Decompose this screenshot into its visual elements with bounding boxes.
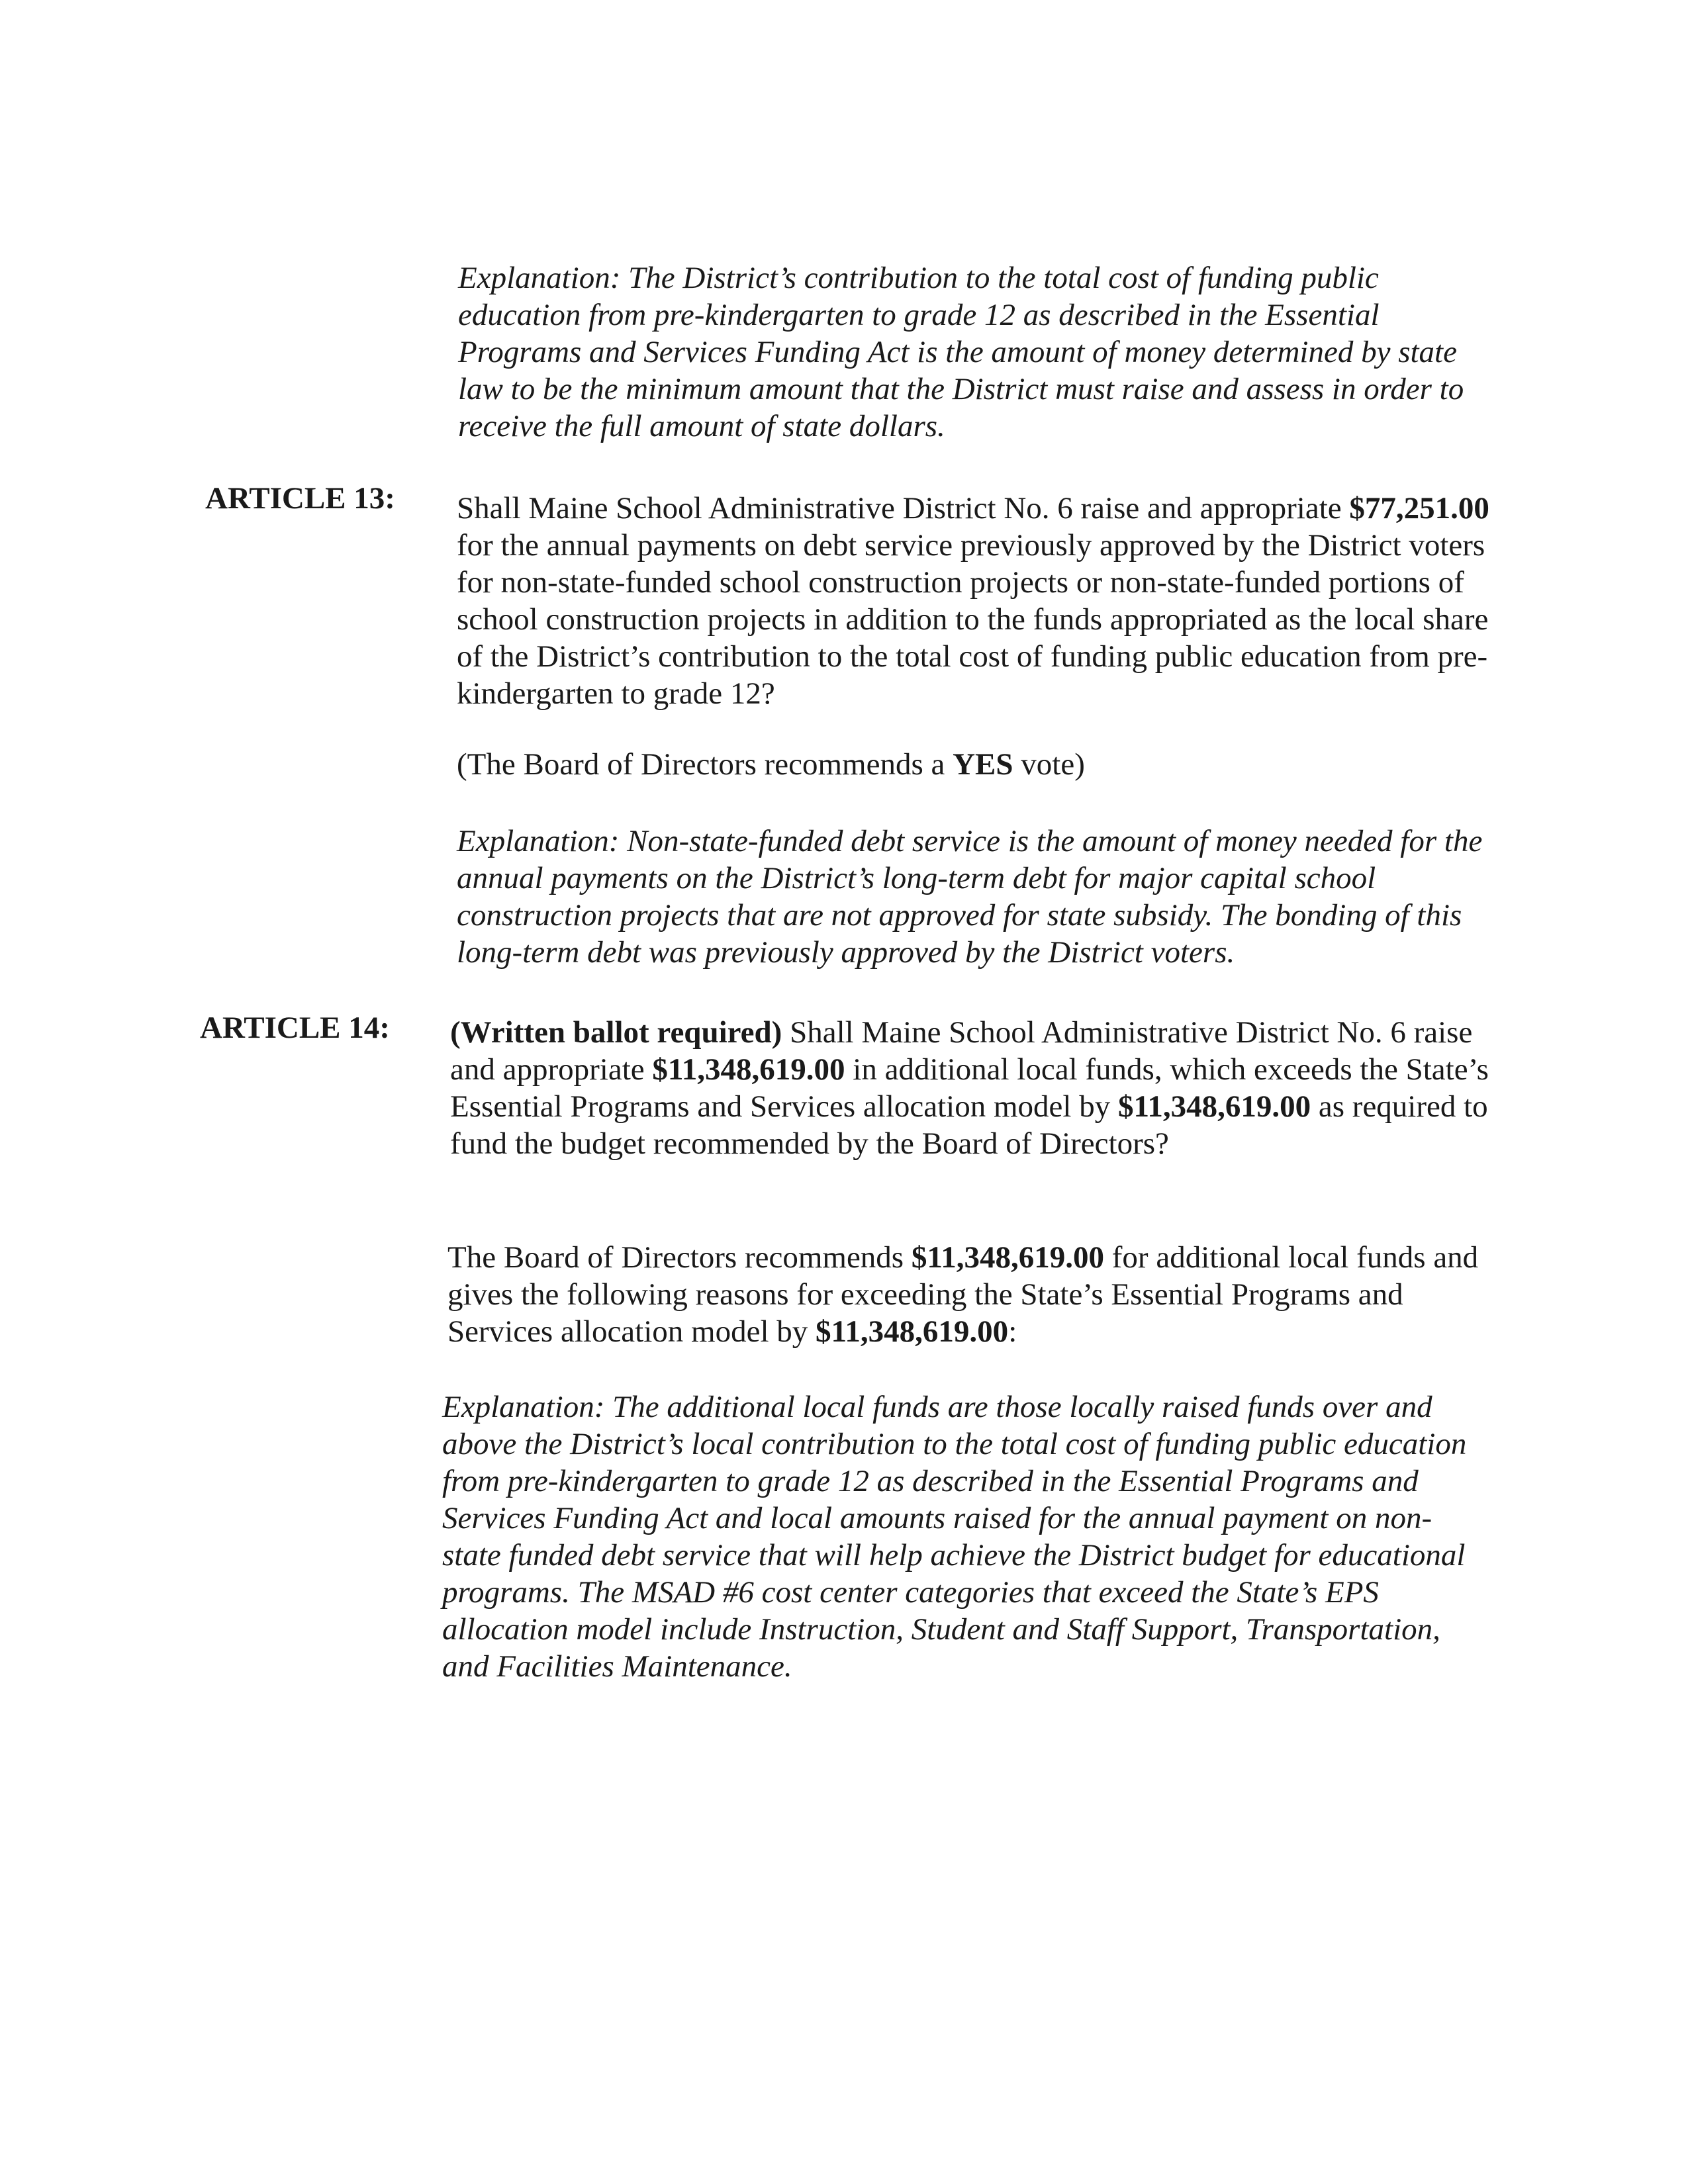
article-13-recommend-post: vote) [1013,747,1085,782]
article-14-text-c: as required to fund the budget recommended by the Board of Directors? [450,1089,1488,1161]
article-14-text-a: Shall Maine School Administrative District No. 6 raise and appropriate [450,1015,1473,1087]
article-14-rec-amount-b: $11,348,619.00 [816,1314,1009,1349]
article-13-amount: $77,251.00 [1349,491,1489,525]
article-14-rec-amount-a: $11,348,619.00 [911,1240,1105,1275]
article-14-amount-a: $11,348,619.00 [652,1052,845,1087]
article-14-label: ARTICLE 14: [200,1011,390,1045]
article-14-ballot-note: (Written ballot required) [450,1015,782,1050]
article-13-text-pre: Shall Maine School Administrative District No. 6 raise and appropriate [457,491,1350,525]
article-13-recommendation [457,746,1503,783]
article-14-amount-b: $11,348,619.00 [1117,1089,1311,1124]
article-14-question [450,1014,1496,1162]
article-14-rec-c: : [1008,1314,1017,1349]
article-14-rec-b: for additional local funds and gives the following reasons for exceeding the State’s Essential Programs and Services allocation model by [447,1240,1479,1349]
article-14-rec-a: The Board of Directors recommends [447,1240,912,1275]
article-13-recommend-vote: YES [953,747,1013,782]
article-14-recommendation [447,1239,1493,1350]
article-13-label: ARTICLE 13: [205,481,395,516]
article-14-explanation: Explanation: The additional local funds are those locally raised funds over and above the District’s local contribution to the total cost of funding public education from pre-kindergarten to grade 12 as described in the Essential Programs and Services Funding Act and local amounts raised for the annual payment on non-state funded debt service that will help achieve the District budget for educational programs. The MSAD #6 cost center categories that exceed the State’s EPS allocation model include Instruction, Student and Staff Support, Transportation, and Facilities Maintenance. [442,1390,1467,1684]
article-13-recommend-pre: (The Board of Directors recommends a [457,747,953,782]
article-13-explanation: Explanation: Non-state-funded debt service is the amount of money needed for the annual payments on the District’s long-term debt for major capital school construction projects that are not approved for state subsidy. The bonding of this long-term debt was previously approved by the District voters. [457,824,1483,970]
article-13-text-post: for the annual payments on debt service previously approved by the District voters for non-state-funded school construction projects or non-state-funded portions of school construction projects in addition to the funds appropriated as the local share of the District’s contribution to the total cost of funding public education from pre-kindergarten to grade 12? [457,528,1489,711]
explanation-article-12: Explanation: The District’s contribution to the total cost of funding public education from pre-kindergarten to grade 12 as described in the Essential Programs and Services Funding Act is the amount of money determined by state law to be the minimum amount that the District must raise and assess in order to receive the full amount of state dollars. [458,261,1464,443]
article-14-text-b: in additional local funds, which exceeds the State’s Essential Programs and Services allocation model by [450,1052,1489,1124]
article-13-question [457,490,1503,712]
